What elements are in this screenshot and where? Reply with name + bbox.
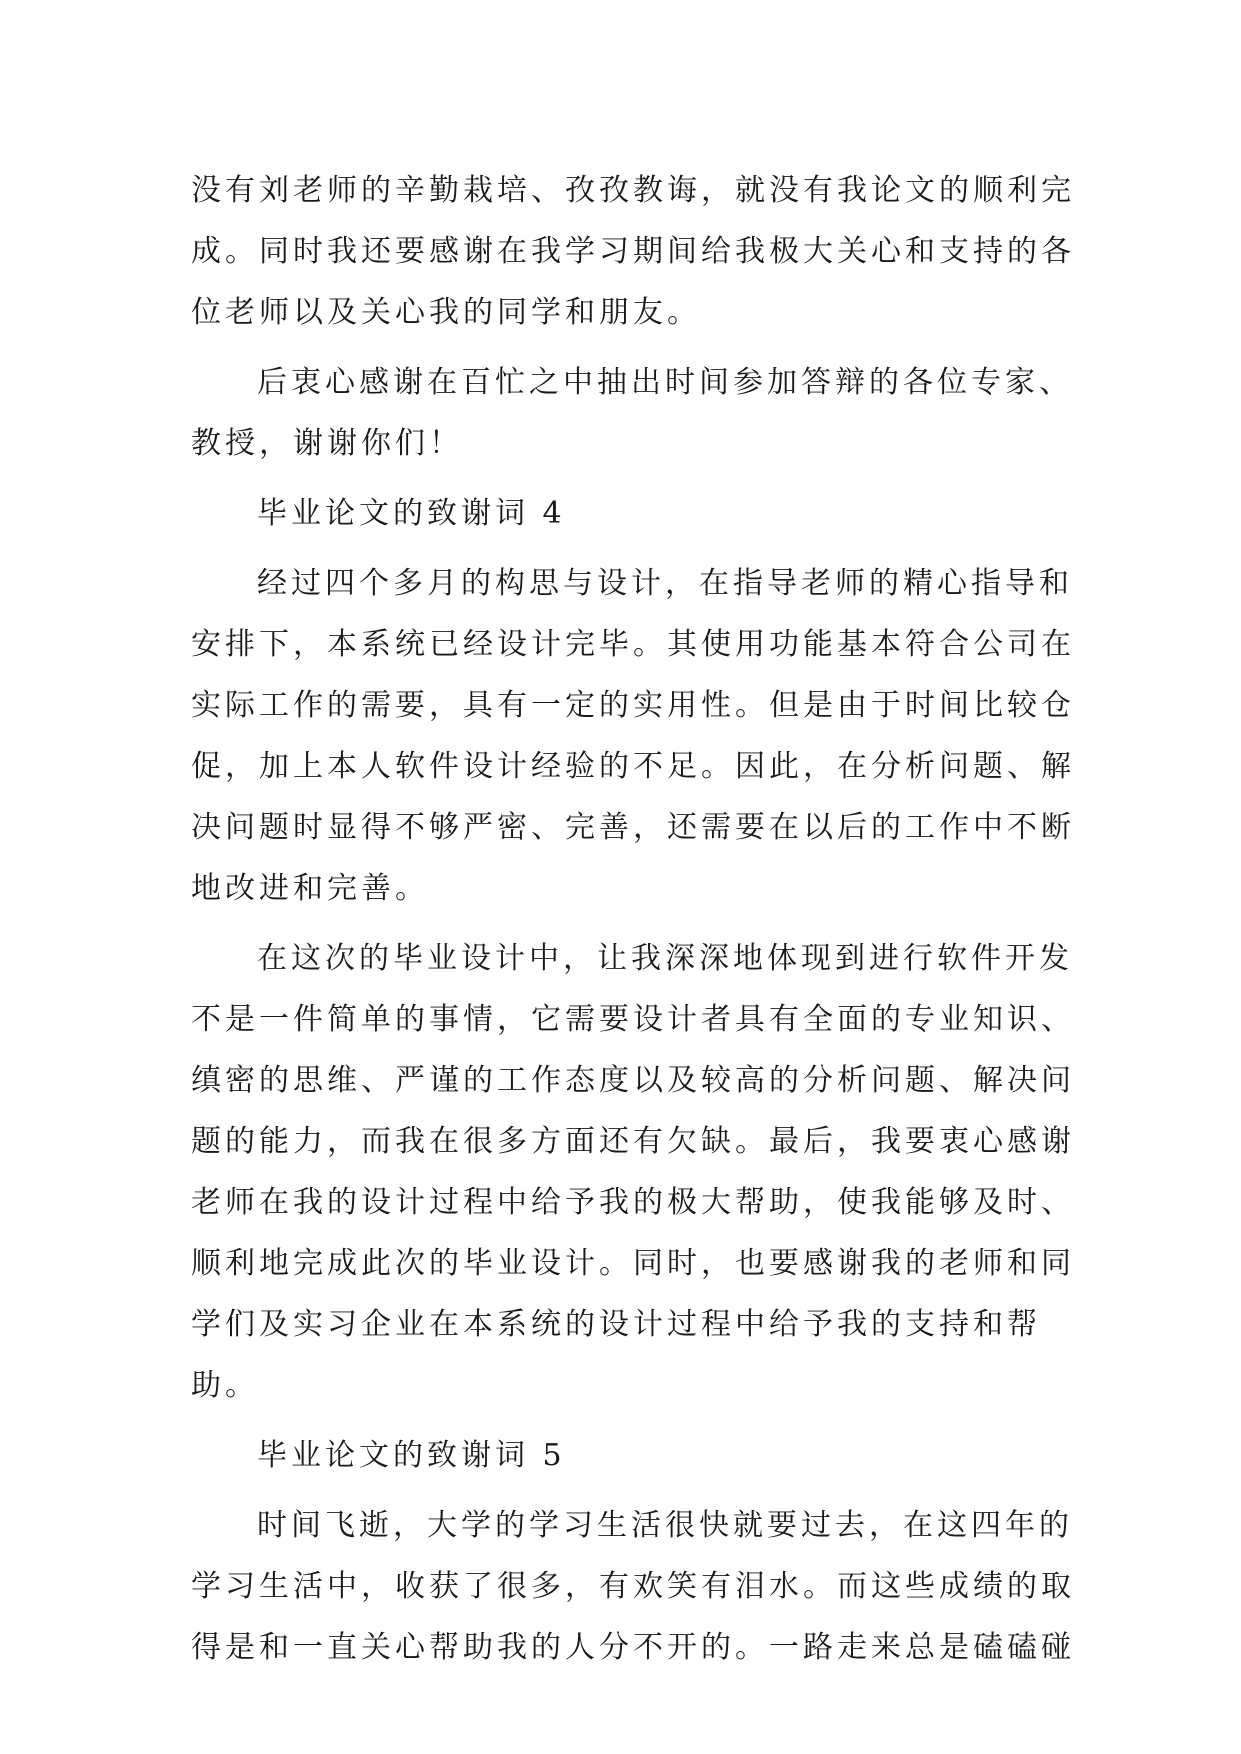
text-line: 学们及实习企业在本系统的设计过程中给予我的支持和帮 xyxy=(191,1307,1041,1342)
text-line: 决问题时显得不够严密、完善，还需要在以后的工作中不断 xyxy=(191,810,1075,845)
section-heading xyxy=(191,483,1051,544)
paragraph xyxy=(191,160,1075,343)
text-line: 题的能力，而我在很多方面还有欠缺。最后，我要衷心感谢 xyxy=(191,1124,1075,1159)
text-line: 助。 xyxy=(191,1368,259,1403)
section-heading xyxy=(191,1425,1051,1486)
text-line: 位老师以及关心我的同学和朋友。 xyxy=(191,295,701,330)
paragraph xyxy=(191,553,1075,919)
text-line: 安排下，本系统已经设计完毕。其使用功能基本符合公司在 xyxy=(191,627,1075,662)
paragraph xyxy=(191,1495,1075,1678)
heading-text: 毕业论文的致谢词 5 xyxy=(257,1438,566,1473)
text-line: 没有刘老师的辛勤栽培、孜孜教诲，就没有我论文的顺利完 xyxy=(191,173,1075,208)
text-line: 得是和一直关心帮助我的人分不开的。一路走来总是磕磕碰 xyxy=(191,1630,1075,1665)
text-line: 后衷心感谢在百忙之中抽出时间参加答辩的各位专家、 xyxy=(257,365,1073,400)
text-line: 教授，谢谢你们！ xyxy=(191,426,463,461)
text-line: 顺利地完成此次的毕业设计。同时，也要感谢我的老师和同 xyxy=(191,1246,1075,1281)
text-line: 成。同时我还要感谢在我学习期间给我极大关心和支持的各 xyxy=(191,234,1075,269)
text-line: 地改进和完善。 xyxy=(191,871,429,906)
paragraph xyxy=(191,928,1075,1416)
document-body xyxy=(191,160,1075,1678)
text-line: 经过四个多月的构思与设计，在指导老师的精心指导和 xyxy=(257,566,1073,601)
text-line: 实际工作的需要，具有一定的实用性。但是由于时间比较仓 xyxy=(191,688,1075,723)
text-line: 学习生活中，收获了很多，有欢笑有泪水。而这些成绩的取 xyxy=(191,1569,1075,1604)
text-line: 缜密的思维、严谨的工作态度以及较高的分析问题、解决问 xyxy=(191,1063,1075,1098)
text-line: 时间飞逝，大学的学习生活很快就要过去，在这四年的 xyxy=(257,1508,1073,1543)
text-line: 促，加上本人软件设计经验的不足。因此，在分析问题、解 xyxy=(191,749,1075,784)
text-line: 老师在我的设计过程中给予我的极大帮助，使我能够及时、 xyxy=(191,1185,1075,1220)
text-line: 在这次的毕业设计中，让我深深地体现到进行软件开发 xyxy=(257,941,1073,976)
paragraph xyxy=(191,352,1073,474)
text-line: 不是一件简单的事情，它需要设计者具有全面的专业知识、 xyxy=(191,1002,1075,1037)
heading-text: 毕业论文的致谢词 4 xyxy=(257,496,566,531)
